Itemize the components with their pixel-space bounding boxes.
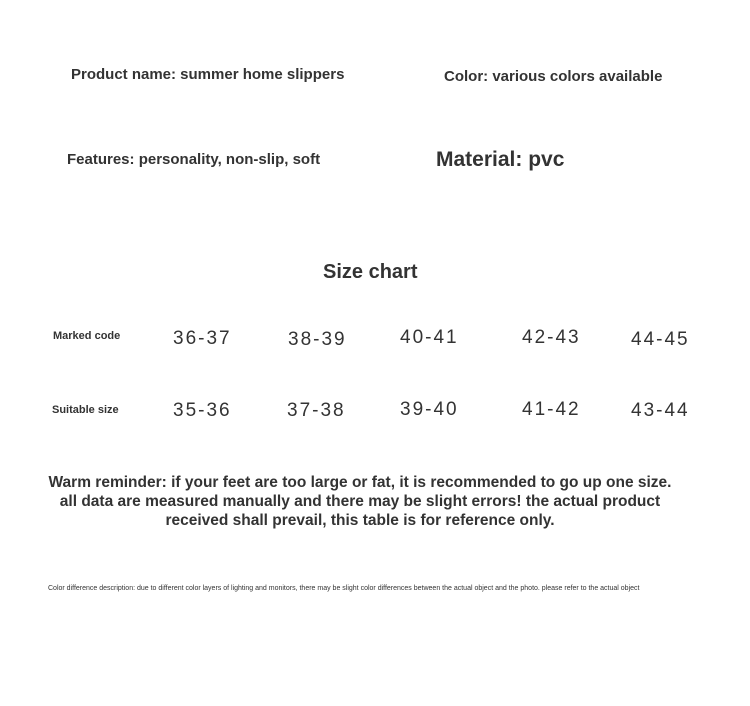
row-label: Suitable size [52, 404, 119, 416]
table-cell: 36-37 [173, 328, 232, 349]
table-cell: 42-43 [522, 327, 581, 348]
table-cell: 37-38 [287, 400, 346, 421]
features-text: Features: personality, non-slip, soft [67, 151, 321, 168]
table-cell: 40-41 [400, 327, 459, 348]
row-label: Marked code [53, 330, 121, 342]
size-chart-title: Size chart [323, 261, 418, 283]
table-cell: 41-42 [522, 399, 581, 420]
color-difference-note: Color difference description: due to different color layers of lighting and monitors, there may be slight color differences between the actual object and the photo. please refer to the actual object [48, 585, 640, 592]
product-name-text: Product name: summer home slippers [71, 66, 345, 83]
table-cell: 44-45 [631, 329, 690, 350]
material-text: Material: pvc [436, 148, 565, 171]
color-text: Color: various colors available [444, 68, 663, 85]
table-cell: 39-40 [400, 399, 459, 420]
warm-reminder-text: Warm reminder: if your feet are too large or fat, it is recommended to go up one size. all data are measured manually and there may be slight errors! the actual product received shall prevail, this table is for reference only. [48, 474, 672, 529]
table-cell: 38-39 [288, 329, 347, 350]
table-cell: 43-44 [631, 400, 690, 421]
table-cell: 35-36 [173, 400, 232, 421]
